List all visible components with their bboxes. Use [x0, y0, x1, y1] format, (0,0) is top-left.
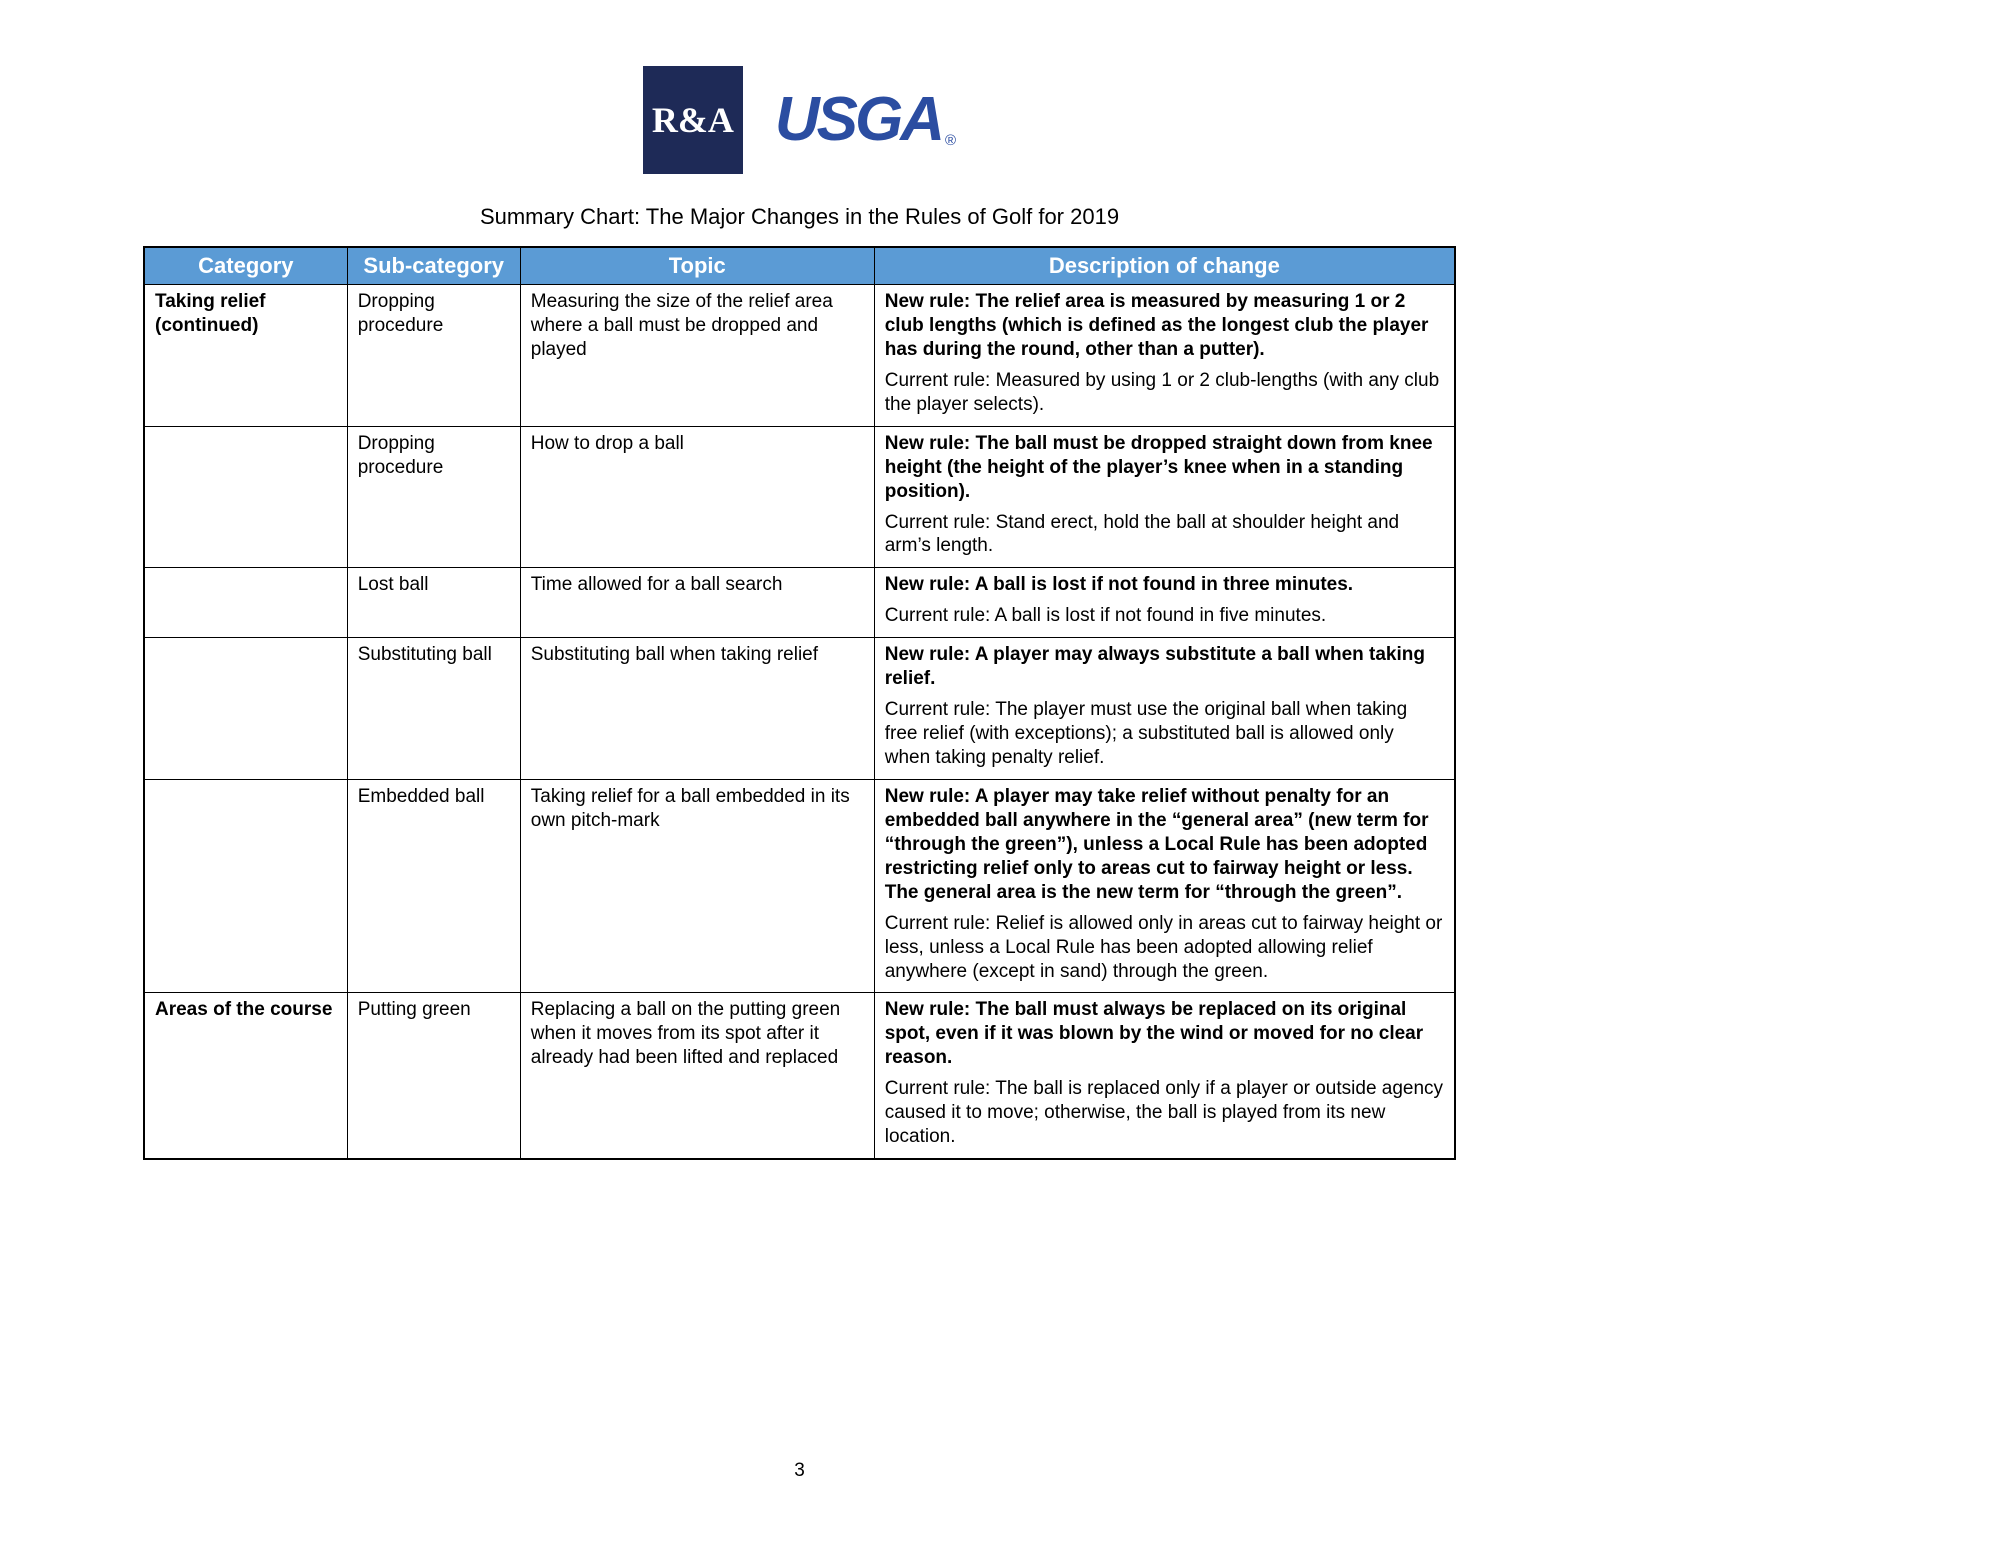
- current-rule-text: Current rule: Measured by using 1 or 2 club-lengths (with any club the player selects).: [884, 369, 1440, 415]
- ra-logo-text: R&A: [651, 100, 734, 140]
- cell-description: [874, 638, 1455, 780]
- cell-category: [144, 426, 347, 568]
- cell-subcategory: Dropping procedure: [347, 426, 520, 568]
- current-rule-text: Current rule: The ball is replaced only if a player or outside agency caused it to move; otherwise, the ball is played from its new location.: [884, 1078, 1444, 1148]
- current-rule-text: Current rule: A ball is lost if not found in five minutes.: [884, 605, 1327, 627]
- header-subcategory: Sub-category: [347, 247, 520, 285]
- cell-category: [144, 638, 347, 780]
- cell-topic: Taking relief for a ball embedded in its own pitch-mark: [520, 779, 874, 993]
- cell-description: [874, 568, 1455, 638]
- cell-topic: Replacing a ball on the putting green when it moves from its spot after it already had been lifted and replaced: [520, 993, 874, 1159]
- cell-category: Areas of the course: [144, 993, 347, 1159]
- ra-logo: [643, 66, 743, 174]
- new-rule-text: New rule: The ball must always be replaced on its original spot, even if it was blown by the wind or moved for no clear reason.: [884, 999, 1424, 1069]
- new-rule-text: New rule: The relief area is measured by measuring 1 or 2 club lengths (which is defined as the longest club the player has during the round, other than a putter).: [884, 291, 1429, 360]
- header-description: Description of change: [874, 247, 1455, 285]
- cell-topic: Time allowed for a ball search: [520, 568, 874, 638]
- cell-subcategory: Putting green: [347, 993, 520, 1159]
- table-row: [144, 426, 1455, 568]
- cell-description: [874, 426, 1455, 568]
- cell-subcategory: Lost ball: [347, 568, 520, 638]
- table-row: [144, 993, 1455, 1159]
- cell-topic: Substituting ball when taking relief: [520, 638, 874, 780]
- cell-topic: How to drop a ball: [520, 426, 874, 568]
- cell-description: [874, 285, 1455, 427]
- cell-topic: Measuring the size of the relief area where a ball must be dropped and played: [520, 285, 874, 427]
- cell-description: [874, 993, 1455, 1159]
- usga-logo: [774, 85, 957, 154]
- table-row: [144, 638, 1455, 780]
- header-topic: Topic: [520, 247, 874, 285]
- page-title: Summary Chart: The Major Changes in the Rules of Golf for 2019: [479, 204, 1120, 229]
- new-rule-text: New rule: A player may take relief without penalty for an embedded ball anywhere in the “general area” (new term for “through the green”), unless a Local Rule has been adopted restricting relief only to areas cut to fairway height or less. The general area is the new term for “through the green”.: [884, 785, 1429, 903]
- usga-registered-mark: ®: [945, 132, 957, 149]
- rules-summary-table: [143, 246, 1456, 1160]
- page-number: 3: [794, 1460, 805, 1482]
- current-rule-text: Current rule: The player must use the original ball when taking free relief (with exceptions); a substituted ball is allowed only when taking penalty relief.: [884, 699, 1408, 768]
- cell-category: [144, 568, 347, 638]
- current-rule-text: Current rule: Stand erect, hold the ball at shoulder height and arm’s length.: [884, 511, 1400, 557]
- new-rule-text: New rule: A ball is lost if not found in three minutes.: [884, 574, 1354, 596]
- new-rule-text: New rule: The ball must be dropped straight down from knee height (the height of the player’s knee when in a standing position).: [884, 432, 1433, 502]
- cell-subcategory: Substituting ball: [347, 638, 520, 780]
- header-category: Category: [144, 247, 347, 285]
- usga-logo-text: USGA: [774, 85, 943, 154]
- table-header-row: [144, 247, 1455, 285]
- logo-row: [143, 64, 1456, 176]
- current-rule-text: Current rule: Relief is allowed only in areas cut to fairway height or less, unless a Local Rule has been adopted allowing relief anywhere (except in sand) through the green.: [884, 912, 1443, 982]
- table-row: [144, 285, 1455, 427]
- table-row: [144, 568, 1455, 638]
- cell-category: [144, 779, 347, 993]
- cell-subcategory: Dropping procedure: [347, 285, 520, 427]
- page-content: [143, 0, 1456, 1482]
- cell-description: [874, 779, 1455, 993]
- cell-subcategory: Embedded ball: [347, 779, 520, 993]
- new-rule-text: New rule: A player may always substitute a ball when taking relief.: [884, 644, 1425, 690]
- table-row: [144, 779, 1455, 993]
- cell-category: Taking relief (continued): [144, 285, 347, 427]
